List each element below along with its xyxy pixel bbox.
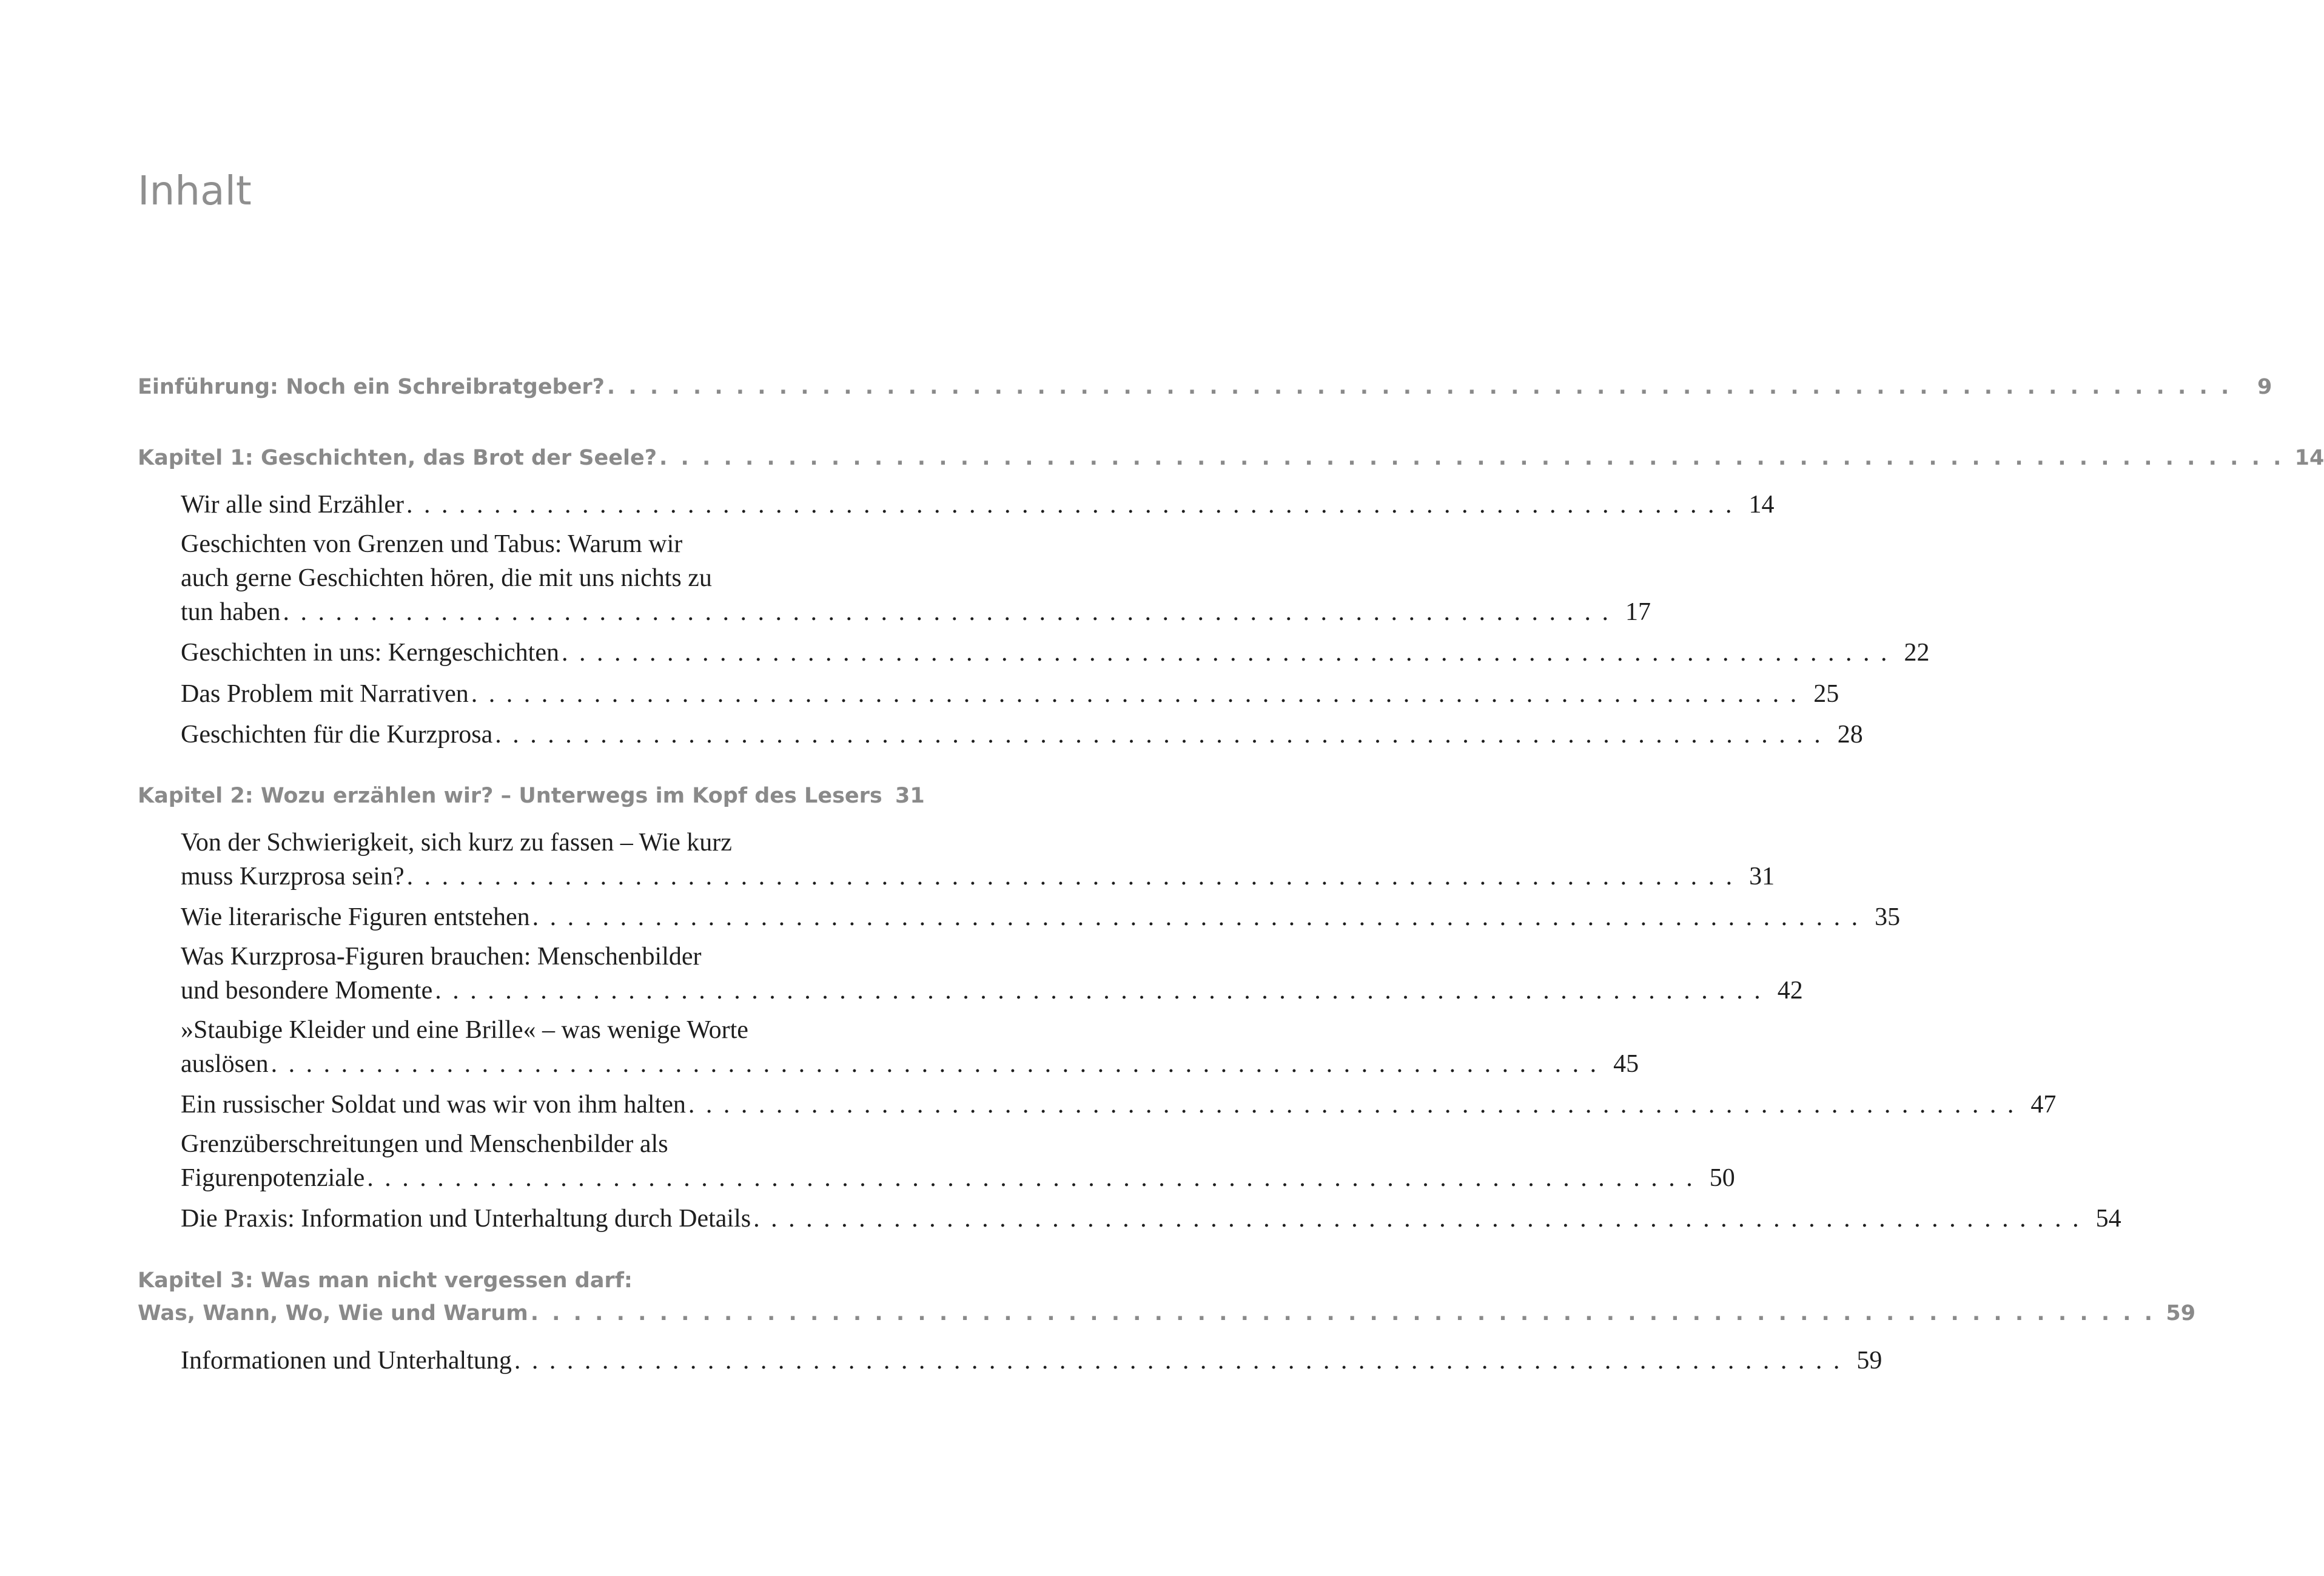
entry-title: Kapitel 1: Geschichten, das Brot der Seele? <box>138 446 657 470</box>
page-number: 59 <box>2166 1301 2196 1325</box>
leader-dots: . . . . . . . . . . . . . . . . . . . . . . . . . . . . . . . . . . . . . . . . . . . . . . . . . . . . . . . . . . . . . . . . . . . . . . . . . . . . <box>606 375 2232 399</box>
toc-entry-wie-kurz[interactable] <box>181 862 1775 891</box>
toc-entry-kapitel-2[interactable] <box>138 784 925 808</box>
entry-title: Das Problem mit Narrativen <box>181 680 469 708</box>
entry-title: Figurenpotenziale <box>181 1164 365 1192</box>
leader-dots: . . . . . . . . . . . . . . . . . . . . . . . . . . . . . . . . . . . . . . . . . . . . . . . . . . . . . . . . . . . . . . . . . . . . . . . . . . . . <box>530 1301 2156 1325</box>
entry-title: Geschichten für die Kurzprosa <box>181 721 493 749</box>
leader-dots: . . . . . . . . . . . . . . . . . . . . . . . . . . . . . . . . . . . . . . . . . . . . . . . . . . . . . . . . . . . . . . . . . . . . . . . . . . . . <box>367 1164 1695 1192</box>
toc-entry-russischer-soldat[interactable] <box>181 1090 2057 1119</box>
entry-title: auslösen <box>181 1050 269 1078</box>
leader-dots: . . . . . . . . . . . . . . . . . . . . . . . . . . . . . . . . . . . . . . . . . . . . . . . . . . . . . . . . . . . . . . . . . . . . . . . . . . . . <box>688 1091 2017 1119</box>
leader-dots: . . . . . . . . . . . . . . . . . . . . . . . . . . . . . . . . . . . . . . . . . . . . . . . . . . . . . . . . . . . . . . . . . . . . . . . . . . . . <box>561 639 1890 667</box>
leader-dots: . . . . . . . . . . . . . . . . . . . . . . . . . . . . . . . . . . . . . . . . . . . . . . . . . . . . . . . . . . . . . . . . . . . . . . . . . . . . <box>659 446 2285 470</box>
leader-dots: . . . . . . . . . . . . . . . . . . . . . . . . . . . . . . . . . . . . . . . . . . . . . . . . . . . . . . . . . . . . . . . . . . . . . . . . . . . . <box>406 491 1735 519</box>
entry-title: und besondere Momente <box>181 977 433 1005</box>
entry-title-line: Was Kurzprosa-Figuren brauchen: Menschenbilder <box>181 943 702 971</box>
entry-title: Wie literarische Figuren entstehen <box>181 903 530 931</box>
entry-title-line: Von der Schwierigkeit, sich kurz zu fassen – Wie kurz <box>181 829 732 857</box>
leader-dots: . . . . . . . . . . . . . . . . . . . . . . . . . . . . . . . . . . . . . . . . . . . . . . . . . . . . . . . . . . . . . . . . . . . . . . . . . . . . <box>406 863 1735 891</box>
entry-title-line: Grenzüberschreitungen und Menschenbilder als <box>181 1130 668 1158</box>
page-number: 17 <box>1625 598 1651 626</box>
toc-entry-einfuehrung[interactable] <box>138 375 2272 399</box>
entry-title: Informationen und Unterhaltung <box>181 1347 512 1375</box>
page-number: 31 <box>895 784 925 808</box>
toc-entry-informationen-unterhaltung[interactable] <box>181 1346 1882 1375</box>
leader-dots: . . . . . . . . . . . . . . . . . . . . . . . . . . . . . . . . . . . . . . . . . . . . . . . . . . . . . . . . . . . . . . . . . . . . . . . . . . . . <box>753 1205 2081 1233</box>
entry-title: Ein russischer Soldat und was wir von ihm halten <box>181 1091 686 1119</box>
entry-title: Einführung: Noch ein Schreibratgeber? <box>138 375 605 399</box>
entry-title: tun haben <box>181 598 281 626</box>
leader-dots: . . . . . . . . . . . . . . . . . . . . . . . . . . . . . . . . . . . . . . . . . . . . . . . . . . . . . . . . . . . . . . . . . . . . . . . . . . . . <box>532 903 1861 931</box>
page-number: 42 <box>1777 977 1803 1005</box>
entry-title: muss Kurzprosa sein? <box>181 863 405 891</box>
toc-entry-kapitel-3[interactable] <box>138 1301 2196 1325</box>
page-number: 9 <box>2257 375 2272 399</box>
page-number: 28 <box>1837 721 1863 749</box>
page-number: 45 <box>1613 1050 1639 1078</box>
page-number: 54 <box>2095 1205 2121 1233</box>
leader-dots: . . . . . . . . . . . . . . . . . . . . . . . . . . . . . . . . . . . . . . . . . . . . . . . . . . . . . . . . . . . . . . . . . . . . . . . . . . . . <box>270 1050 1599 1078</box>
page-number: 22 <box>1904 639 1930 667</box>
toc-entry-kapitel-1[interactable] <box>138 446 2324 470</box>
entry-title-line: »Staubige Kleider und eine Brille« – was wenige Worte <box>181 1016 748 1044</box>
toc-entry-figurenpotenziale[interactable] <box>181 1163 1735 1193</box>
toc-entry-kerngeschichten[interactable] <box>181 638 1930 667</box>
leader-dots: . . . . . . . . . . . . . . . . . . . . . . . . . . . . . . . . . . . . . . . . . . . . . . . . . . . . . . . . . . . . . . . . . . . . . . . . . . . . <box>471 680 1799 708</box>
toc-entry-die-praxis[interactable] <box>181 1204 2121 1233</box>
page-number: 25 <box>1813 680 1839 708</box>
toc-entry-kurzprosa-figuren[interactable] <box>181 976 1803 1005</box>
page-number: 47 <box>2030 1091 2057 1119</box>
toc-entry-staubige-kleider[interactable] <box>181 1049 1639 1079</box>
leader-dots: . . . . . . . . . . . . . . . . . . . . . . . . . . . . . . . . . . . . . . . . . . . . . . . . . . . . . . . . . . . . . . . . . . . . . . . . . . . . <box>435 977 1763 1005</box>
toc-entry-kurzprosa-geschichten[interactable] <box>181 720 1863 749</box>
toc-entry-narrative[interactable] <box>181 679 1839 709</box>
page-number: 50 <box>1709 1164 1735 1192</box>
entry-title-line: auch gerne Geschichten hören, die mit uns nichts zu <box>181 564 712 592</box>
leader-dots: . . . . . . . . . . . . . . . . . . . . . . . . . . . . . . . . . . . . . . . . . . . . . . . . . . . . . . . . . . . . . . . . . . . . . . . . . . . . <box>495 721 1823 749</box>
entry-title-line: Kapitel 3: Was man nicht vergessen darf: <box>138 1268 633 1293</box>
leader-dots: . . . . . . . . . . . . . . . . . . . . . . . . . . . . . . . . . . . . . . . . . . . . . . . . . . . . . . . . . . . . . . . . . . . . . . . . . . . . <box>514 1347 1842 1375</box>
entry-title: Wir alle sind Erzähler <box>181 491 404 519</box>
page-title: Inhalt <box>138 167 252 214</box>
entry-title-line: Geschichten von Grenzen und Tabus: Warum wir <box>181 530 683 558</box>
toc-entry-literarische-figuren[interactable] <box>181 903 1901 932</box>
page-number: 14 <box>2294 446 2324 470</box>
leader-dots: . . . . . . . . . . . . . . . . . . . . . . . . . . . . . . . . . . . . . . . . . . . . . . . . . . . . . . . . . . . . . . . . . . . . . . . . . . . . <box>283 598 1611 626</box>
page-number: 31 <box>1749 863 1775 891</box>
entry-title: Die Praxis: Information und Unterhaltung durch Details <box>181 1205 751 1233</box>
entry-title: Kapitel 2: Wozu erzählen wir? – Unterwegs im Kopf des Lesers <box>138 784 882 808</box>
page-number: 35 <box>1875 903 1901 931</box>
entry-title: Geschichten in uns: Kerngeschichten <box>181 639 559 667</box>
toc-entry-grenzen-und-tabus[interactable] <box>181 598 1651 627</box>
toc-entry-wir-alle-sind-erzaehler[interactable] <box>181 490 1775 519</box>
page-number: 14 <box>1748 491 1775 519</box>
entry-title: Was, Wann, Wo, Wie und Warum <box>138 1301 528 1325</box>
page-number: 59 <box>1856 1347 1882 1375</box>
